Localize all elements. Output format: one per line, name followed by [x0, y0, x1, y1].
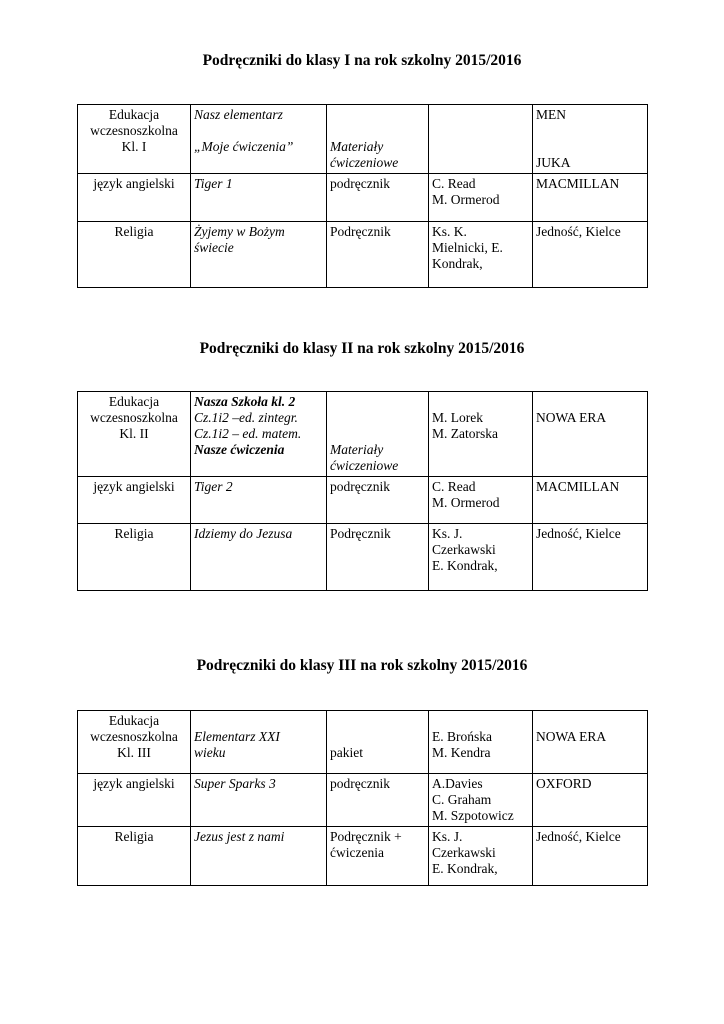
authors-cell — [429, 774, 533, 827]
book-title-line: Jezus jest z nami — [194, 829, 285, 844]
publisher-line: Jedność, Kielce — [536, 829, 621, 844]
author-line: M. Ormerod — [432, 495, 500, 510]
subject-line: wczesnoszkolna — [90, 123, 178, 138]
author-line: E. Kondrak, — [432, 558, 498, 573]
subject-line: Kl. II — [119, 426, 149, 441]
author-line: M. Szpotowicz — [432, 808, 514, 823]
subject-line: Religia — [114, 829, 154, 844]
type-cell — [327, 477, 429, 524]
table-row — [78, 774, 648, 827]
table-row — [78, 711, 648, 774]
author-line: M. Lorek — [432, 410, 483, 425]
type-line: Materiały — [330, 442, 384, 457]
publisher-line: NOWA ERA — [536, 410, 607, 425]
publisher-cell — [533, 774, 648, 827]
book-title-line: Nasz elementarz — [194, 107, 283, 122]
table-row — [78, 827, 648, 886]
type-line: pakiet — [330, 745, 363, 760]
book-title-cell — [191, 477, 327, 524]
subject-cell — [78, 524, 191, 591]
authors-cell — [429, 174, 533, 222]
publisher-cell — [533, 222, 648, 288]
table-row — [78, 174, 648, 222]
authors-cell — [429, 711, 533, 774]
book-title-cell — [191, 827, 327, 886]
subject-line: wczesnoszkolna — [90, 729, 178, 744]
publisher-line: Jedność, Kielce — [536, 526, 621, 541]
table-row — [78, 105, 648, 174]
type-line: Materiały — [330, 139, 384, 154]
subject-line: Religia — [114, 526, 154, 541]
book-title-cell — [191, 524, 327, 591]
subject-line: język angielski — [93, 479, 175, 494]
type-line: ćwiczeniowe — [330, 155, 399, 170]
author-line: A.Davies — [432, 776, 483, 791]
type-line: ćwiczeniowe — [330, 458, 399, 473]
authors-cell — [429, 105, 533, 174]
author-line: C. Graham — [432, 792, 492, 807]
book-title-cell — [191, 392, 327, 477]
book-title-line: Tiger 1 — [194, 176, 233, 191]
publisher-cell — [533, 524, 648, 591]
author-line: Ks. J. — [432, 526, 463, 541]
book-title-cell — [191, 774, 327, 827]
author-line: M. Zatorska — [432, 426, 498, 441]
type-line: ćwiczenia — [330, 845, 384, 860]
table-row — [78, 477, 648, 524]
book-title-line: Super Sparks 3 — [194, 776, 276, 791]
subject-cell — [78, 392, 191, 477]
section-title-class-3: Podręczniki do klasy III na rok szkolny 2015/2016 — [196, 657, 528, 674]
author-line: C. Read — [432, 176, 476, 191]
type-cell — [327, 827, 429, 886]
type-cell — [327, 222, 429, 288]
type-line: podręcznik — [330, 479, 390, 494]
author-line: C. Read — [432, 479, 476, 494]
author-line: E. Kondrak, — [432, 861, 498, 876]
publisher-line: OXFORD — [536, 776, 592, 791]
type-cell — [327, 392, 429, 477]
table-row — [78, 222, 648, 288]
book-title-line: wieku — [194, 745, 226, 760]
book-title-line: „Moje ćwiczenia” — [194, 139, 294, 154]
publisher-line: Jedność, Kielce — [536, 224, 621, 239]
authors-cell — [429, 827, 533, 886]
section-title-class-1: Podręczniki do klasy I na rok szkolny 2015/2016 — [202, 52, 522, 69]
book-title-cell — [191, 105, 327, 174]
type-cell — [327, 524, 429, 591]
publisher-cell — [533, 827, 648, 886]
subject-line: język angielski — [93, 176, 175, 191]
author-line: Czerkawski — [432, 845, 496, 860]
subject-line: język angielski — [93, 776, 175, 791]
author-line: Kondrak, — [432, 256, 483, 271]
type-cell — [327, 711, 429, 774]
subject-cell — [78, 711, 191, 774]
publisher-line: NOWA ERA — [536, 729, 607, 744]
book-title-line: Cz.1i2 –ed. zintegr. — [194, 410, 298, 425]
book-title-line: Elementarz XXI — [194, 729, 280, 744]
publisher-cell — [533, 392, 648, 477]
publisher-cell — [533, 711, 648, 774]
table-row — [78, 392, 648, 477]
type-cell — [327, 105, 429, 174]
authors-cell — [429, 392, 533, 477]
type-cell — [327, 774, 429, 827]
publisher-cell — [533, 477, 648, 524]
publisher-cell — [533, 174, 648, 222]
textbook-table-class-1 — [77, 104, 648, 288]
subject-cell — [78, 105, 191, 174]
book-title-cell — [191, 711, 327, 774]
book-title-cell — [191, 222, 327, 288]
type-line: Podręcznik + — [330, 829, 402, 844]
book-title-line: Idziemy do Jezusa — [194, 526, 293, 541]
type-line: podręcznik — [330, 776, 390, 791]
author-line: M. Ormerod — [432, 192, 500, 207]
publisher-line: MEN — [536, 107, 566, 122]
publisher-line: MACMILLAN — [536, 479, 620, 494]
author-line: Mielnicki, E. — [432, 240, 503, 255]
book-title-line: Nasze ćwiczenia — [194, 442, 285, 457]
author-line: Ks. K. — [432, 224, 467, 239]
author-line: Ks. J. — [432, 829, 463, 844]
subject-cell — [78, 477, 191, 524]
book-title-cell — [191, 174, 327, 222]
author-line: M. Kendra — [432, 745, 491, 760]
type-line: podręcznik — [330, 176, 390, 191]
subject-line: wczesnoszkolna — [90, 410, 178, 425]
type-line: Podręcznik — [330, 224, 391, 239]
authors-cell — [429, 477, 533, 524]
publisher-cell — [533, 105, 648, 174]
type-cell — [327, 174, 429, 222]
publisher-line: JUKA — [536, 155, 571, 170]
book-title-line: Żyjemy w Bożym świecie — [194, 224, 285, 255]
subject-line: Kl. I — [121, 139, 147, 154]
table-row — [78, 524, 648, 591]
textbook-table-class-2 — [77, 391, 648, 591]
book-title-line: Tiger 2 — [194, 479, 233, 494]
author-line: E. Brońska — [432, 729, 492, 744]
publisher-line: MACMILLAN — [536, 176, 620, 191]
subject-line: Edukacja — [108, 107, 160, 122]
subject-line: Edukacja — [108, 713, 160, 728]
type-line: Podręcznik — [330, 526, 391, 541]
subject-cell — [78, 774, 191, 827]
subject-line: Kl. III — [117, 745, 151, 760]
subject-cell — [78, 174, 191, 222]
authors-cell — [429, 222, 533, 288]
book-title-line: Nasza Szkoła kl. 2 — [194, 394, 296, 409]
authors-cell — [429, 524, 533, 591]
subject-line: Edukacja — [108, 394, 160, 409]
book-title-line: Cz.1i2 – ed. matem. — [194, 426, 302, 441]
section-title-class-2: Podręczniki do klasy II na rok szkolny 2015/2016 — [199, 340, 525, 357]
textbook-table-class-3 — [77, 710, 648, 886]
author-line: Czerkawski — [432, 542, 496, 557]
subject-cell — [78, 222, 191, 288]
subject-line: Religia — [114, 224, 154, 239]
subject-cell — [78, 827, 191, 886]
